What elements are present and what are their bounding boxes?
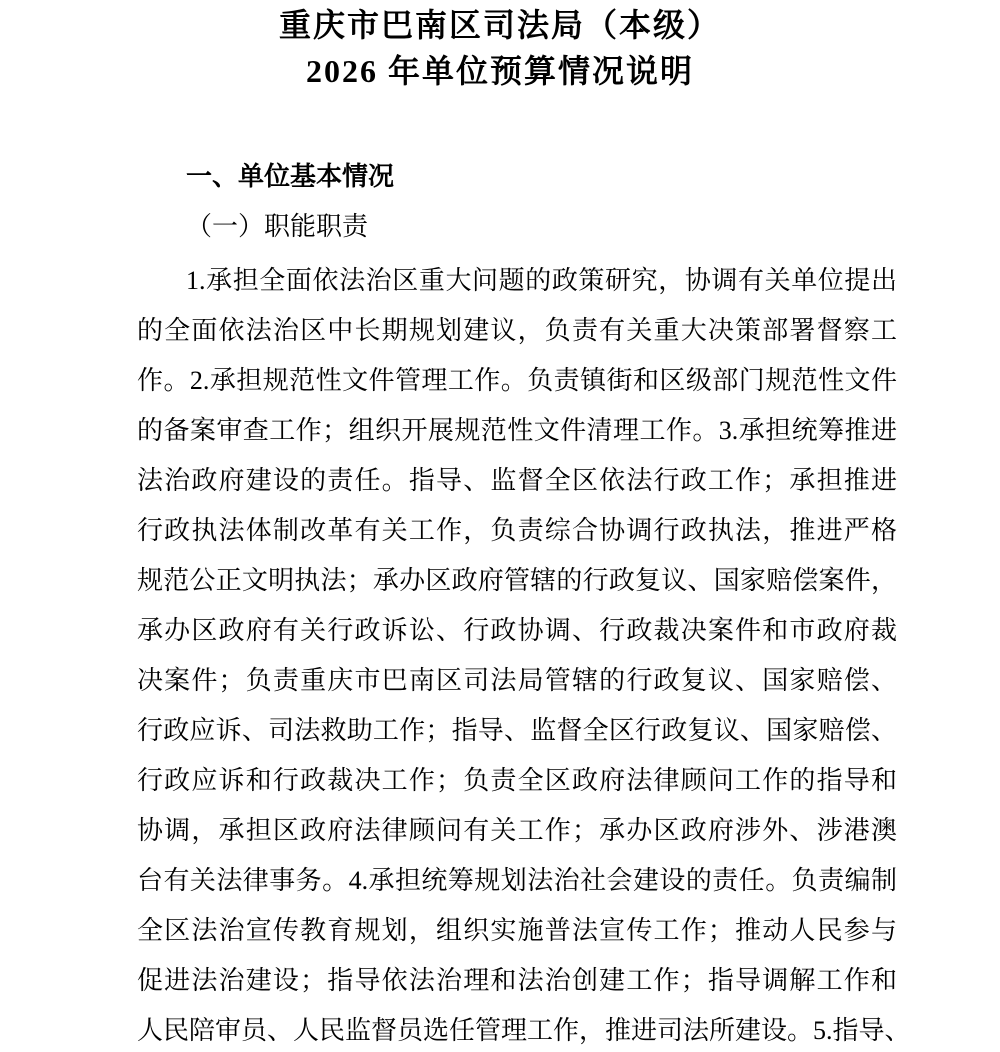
section-heading: 一、单位基本情况 — [186, 162, 395, 192]
body-line-12: 协调，承担区政府法律顾问有关工作；承办区政府涉外、涉港澳 — [137, 816, 897, 845]
body-line-13: 台有关法律事务。4.承担统筹规划法治社会建设的责任。负责编制 — [137, 866, 897, 895]
body-line-10: 行政应诉、司法救助工作；指导、监督全区行政复议、国家赔偿、 — [137, 716, 897, 745]
body-line-5: 法治政府建设的责任。指导、监督全区依法行政工作；承担推进 — [137, 466, 897, 495]
body-line-4: 的备案审查工作；组织开展规范性文件清理工作。3.承担统筹推进 — [137, 416, 897, 445]
document-title-line1: 重庆市巴南区司法局（本级） — [278, 7, 721, 43]
document-title-line2: 2026 年单位预算情况说明 — [305, 53, 694, 89]
body-line-11: 行政应诉和行政裁决工作；负责全区政府法律顾问工作的指导和 — [137, 766, 897, 795]
document-content — [137, 160, 911, 1052]
body-line-6: 行政执法体制改革有关工作，负责综合协调行政执法，推进严格 — [137, 516, 897, 545]
body-paragraph — [137, 256, 911, 1052]
body-line-1: 1.承担全面依法治区重大问题的政策研究，协调有关单位提出 — [186, 266, 897, 295]
body-line-15: 促进法治建设；指导依法治理和法治创建工作；指导调解工作和 — [137, 966, 897, 995]
document-title — [0, 2, 1000, 94]
body-line-7: 规范公正文明执法；承办区政府管辖的行政复议、国家赔偿案件， — [137, 566, 897, 595]
body-line-8: 承办区政府有关行政诉讼、行政协调、行政裁决案件和市政府裁 — [137, 616, 897, 645]
body-line-3: 作。2.承担规范性文件管理工作。负责镇街和区级部门规范性文件 — [137, 366, 897, 395]
body-line-2: 的全面依法治区中长期规划建议，负责有关重大决策部署督察工 — [137, 316, 897, 345]
body-line-14: 全区法治宣传教育规划，组织实施普法宣传工作；推动人民参与 — [137, 916, 897, 945]
body-line-16: 人民陪审员、人民监督员选任管理工作，推进司法所建设。5.指导、 — [137, 1016, 911, 1045]
body-line-9: 决案件；负责重庆市巴南区司法局管辖的行政复议、国家赔偿、 — [137, 666, 897, 695]
section-subheading: （一）职能职责 — [186, 212, 369, 241]
